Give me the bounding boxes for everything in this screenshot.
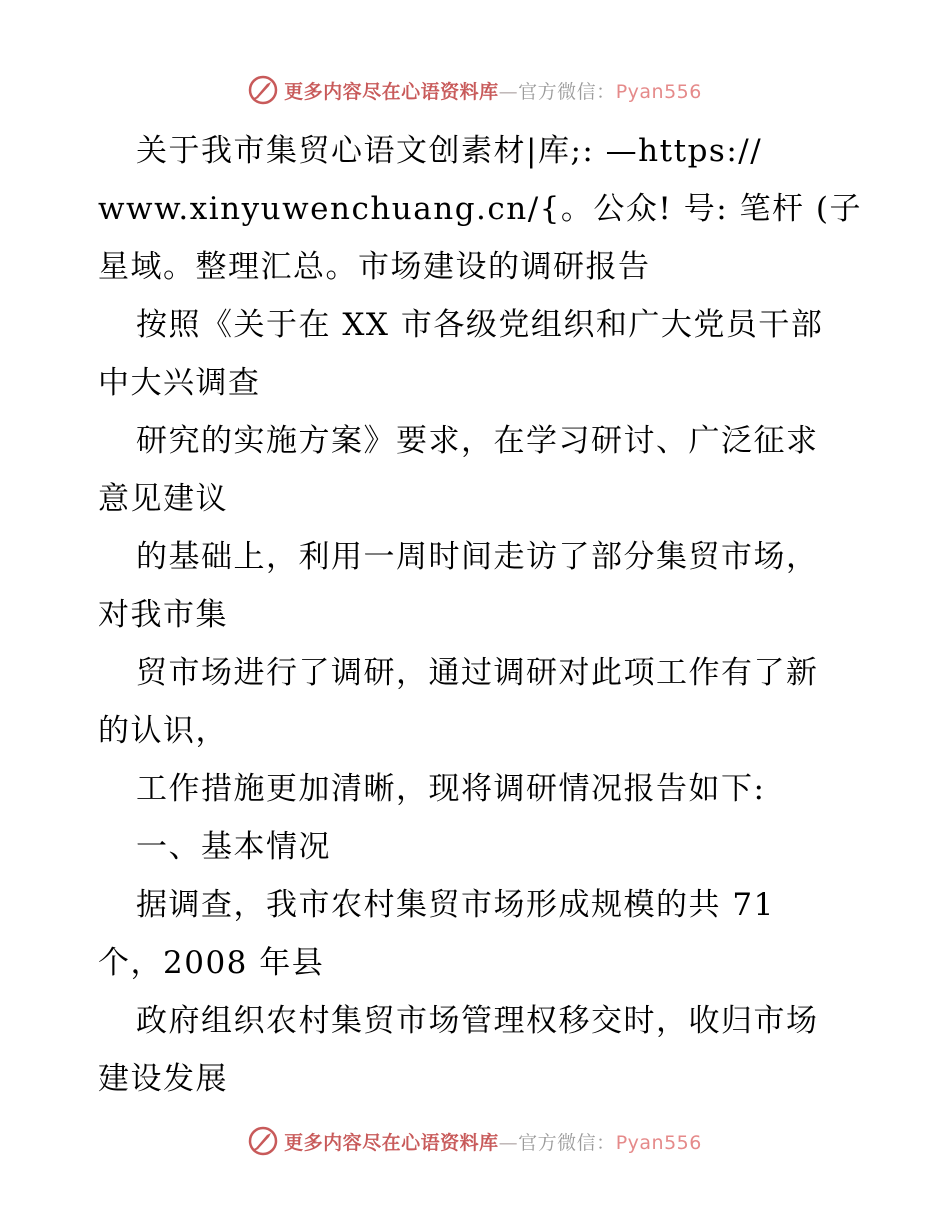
- text-line: 政府组织农村集贸市场管理权移交时，收归市场: [136, 1003, 819, 1039]
- quill-pen-circle-logo-icon: [248, 75, 278, 105]
- banner-dash: —: [498, 1131, 519, 1154]
- banner-main-text: 更多内容尽在心语资料库: [284, 80, 499, 103]
- section-heading: 一、基本情况: [136, 829, 331, 865]
- banner-wechat-id: Pyan556: [615, 80, 702, 103]
- text-line: 贸市场进行了调研，通过调研对此项工作有了新: [136, 655, 819, 691]
- text-line: 对我市集: [98, 597, 228, 633]
- banner-wechat-id: Pyan556: [615, 1131, 702, 1154]
- text-line: 星域。整理汇总。市场建设的调研报告: [98, 249, 651, 285]
- text-line: www.xinyuwenchuang.cn/{。公众! 号: 笔杆 (子: [98, 191, 862, 227]
- text-line: 个，2008 年县: [98, 945, 325, 981]
- text-line: 工作措施更加清晰，现将调研情况报告如下:: [136, 771, 766, 807]
- banner-main-text: 更多内容尽在心语资料库: [284, 1131, 499, 1154]
- banner-text: [284, 77, 702, 104]
- banner-wechat-label: 官方微信：: [518, 1131, 616, 1154]
- footer-banner: [0, 1121, 950, 1161]
- text-line: 关于我市集贸心语文创素材|库;: —https://: [136, 133, 763, 169]
- quill-pen-circle-logo-icon: [248, 1126, 278, 1156]
- banner-text: [284, 1128, 702, 1155]
- text-line: 意见建议: [98, 481, 228, 517]
- banner-dash: —: [498, 80, 519, 103]
- text-line: 据调查，我市农村集贸市场形成规模的共 71: [136, 887, 775, 923]
- header-banner: [0, 70, 950, 110]
- text-line: 研究的实施方案》要求，在学习研讨、广泛征求: [136, 423, 819, 459]
- text-line: 中大兴调查: [98, 365, 261, 401]
- text-line: 按照《关于在 XX 市各级党组织和广大党员干部: [136, 307, 824, 343]
- banner-wechat-label: 官方微信：: [518, 80, 616, 103]
- document-body: [98, 122, 862, 1108]
- text-line: 建设发展: [98, 1061, 228, 1097]
- text-line: 的基础上，利用一周时间走访了部分集贸市场，: [136, 539, 819, 575]
- text-line: 的认识，: [98, 713, 228, 749]
